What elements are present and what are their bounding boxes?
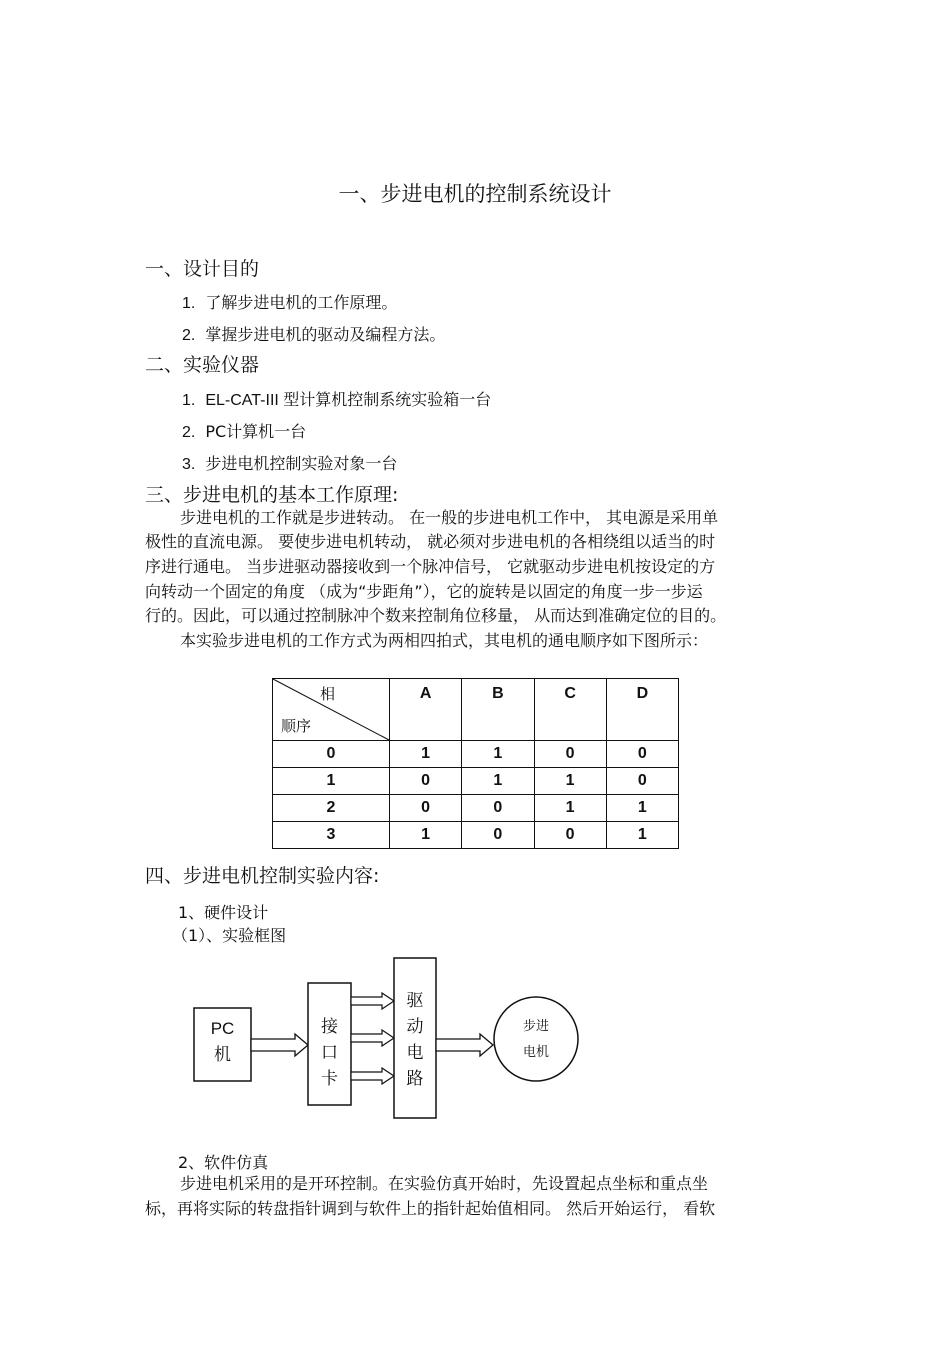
pc-label: PC 机 — [210, 1019, 235, 1064]
list-item: 3. 步进电机控制实验对象一台 — [182, 454, 398, 473]
column-header: A — [390, 679, 462, 741]
stepper-motor-label: 步进 电机 — [522, 1019, 549, 1060]
paragraph-line: 标，再将实际的转盘指针调到与软件上的指针起始值相同。 然后开始运行， 看软 — [145, 1199, 716, 1218]
paragraph-line: 行的。因此，可以通过控制脉冲个数来控制角位移量， 从而达到准确定位的目的。 — [145, 606, 727, 625]
table-row — [273, 795, 679, 822]
subheading-hardware: 1、硬件设计 — [178, 903, 269, 922]
table-cell: 1 — [534, 768, 606, 795]
phase-sequence-table — [272, 678, 679, 849]
table-cell: 1 — [462, 741, 534, 768]
driver-circuit-label: 驱 动 电 路 — [406, 991, 424, 1089]
page-title: 一、步进电机的控制系统设计 — [338, 182, 612, 206]
row-seq: 0 — [273, 741, 390, 768]
subheading-software: 2、软件仿真 — [178, 1153, 269, 1172]
paragraph-line: 步进电机的工作就是步进转动。 在一般的步进电机工作中， 其电源是采用单 — [180, 508, 719, 527]
section-heading-content: 四、步进电机控制实验内容: — [145, 865, 380, 887]
subheading-block-diagram: （1）、实验框图 — [172, 926, 287, 945]
column-header: D — [606, 679, 678, 741]
table-row — [273, 741, 679, 768]
section-heading-instruments: 二、实验仪器 — [145, 354, 260, 376]
paragraph-line: 极性的直流电源。 要使步进电机转动， 就必须对步进电机的各相绕组以适当的时 — [145, 532, 716, 551]
table-cell: 1 — [462, 768, 534, 795]
paragraph-line: 向转动一个固定的角度 （成为“步距角”），它的旋转是以固定的角度一步一步运 — [145, 582, 703, 601]
table-cell: 1 — [606, 822, 678, 849]
list-item: 2. 掌握步进电机的驱动及编程方法。 — [182, 325, 446, 344]
list-item: 2. PC计算机一台 — [182, 422, 307, 441]
table-cell: 0 — [606, 741, 678, 768]
row-seq: 2 — [273, 795, 390, 822]
table-row — [273, 768, 679, 795]
arrow-interface-to-driver — [351, 1068, 394, 1084]
table-cell: 0 — [462, 795, 534, 822]
list-item: 1. 了解步进电机的工作原理。 — [182, 293, 398, 312]
table-row — [273, 822, 679, 849]
arrow-interface-to-driver — [351, 993, 394, 1009]
table-cell: 0 — [534, 822, 606, 849]
paragraph-line: 本实验步进电机的工作方式为两相四拍式，其电机的通电顺序如下图所示： — [180, 631, 709, 650]
table-corner-cell — [273, 679, 390, 741]
corner-label-phase: 相 — [319, 685, 335, 703]
table-cell: 0 — [606, 768, 678, 795]
arrow-driver-to-motor — [436, 1034, 493, 1056]
table-header-row — [273, 679, 679, 741]
section-heading-purpose: 一、设计目的 — [145, 258, 260, 280]
table-cell: 1 — [606, 795, 678, 822]
row-seq: 3 — [273, 822, 390, 849]
arrow-interface-to-driver — [351, 1030, 394, 1046]
table-cell: 0 — [390, 795, 462, 822]
list-item: 1. EL-CAT-III 型计算机控制系统实验箱一台 — [182, 392, 492, 409]
table-cell: 1 — [390, 822, 462, 849]
column-header: C — [534, 679, 606, 741]
row-seq: 1 — [273, 768, 390, 795]
arrow-pc-to-interface — [251, 1034, 308, 1056]
paragraph-line: 序进行通电。 当步进驱动器接收到一个脉冲信号， 它就驱动步进电机按设定的方 — [145, 557, 716, 576]
table-cell: 0 — [462, 822, 534, 849]
paragraph-line: 步进电机采用的是开环控制。在实验仿真开始时，先设置起点坐标和重点坐 — [180, 1174, 709, 1193]
column-header: B — [462, 679, 534, 741]
table-cell: 0 — [534, 741, 606, 768]
section-heading-principle: 三、步进电机的基本工作原理: — [145, 484, 399, 506]
interface-card-label: 接 口 卡 — [321, 1017, 338, 1089]
table-cell: 1 — [390, 741, 462, 768]
table-cell: 1 — [534, 795, 606, 822]
corner-label-order: 顺序 — [281, 717, 312, 735]
table-cell: 0 — [390, 768, 462, 795]
